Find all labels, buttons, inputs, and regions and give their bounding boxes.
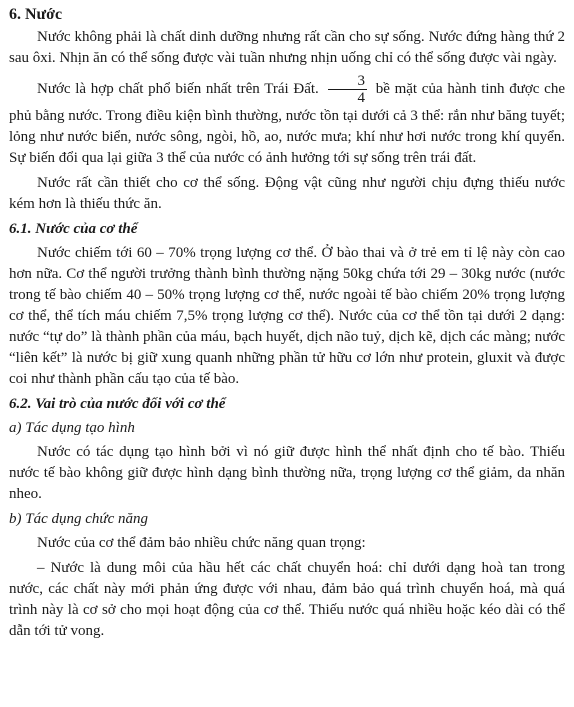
subsection-heading-body-water: 6.1. Nước của cơ thể <box>9 221 138 237</box>
shaping-paragraph: Nước có tác dụng tạo hình bởi vì nó giữ được hình thể nhất định cho tế bào. Thiếu nước tế bào không giữ được hình dạng bình thường nữa, trọng lượng cơ thể giảm, da nhăn nheo. <box>9 444 565 502</box>
subsection-heading-water-role: 6.2. Vai trò của nước đối với cơ thể <box>9 396 226 412</box>
water-necessity-paragraph: Nước rất cần thiết cho cơ thể sống. Động vật cũng như người chịu đựng thiếu nước kém hơn là thiếu thức ăn. <box>9 175 565 212</box>
intro-paragraph: Nước không phải là chất dinh dưỡng nhưng rất cần cho sự sống. Nước đứng hàng thứ 2 sau ôxi. Nhịn ăn có thể sống được vài tuần nhưng nhịn uống chỉ có thể sống được vài ngày. <box>9 29 565 66</box>
section-heading: 6. Nước <box>9 6 63 23</box>
solvent-paragraph: – Nước là dung môi của hầu hết các chất chuyển hoá: chỉ dưới dạng hoà tan trong nước, các chất này mới phản ứng được với nhau, đảm bảo quá trình chuyển hoá, mà quá trình này là cơ sở cho mọi hoạt động của cơ thể. Thiếu nước quá nhiều hoặc kéo dài có thể dẫn tới tử vong. <box>9 560 565 639</box>
earth-water-text-before: Nước là hợp chất phổ biến nhất trên Trái Đất. <box>37 80 324 97</box>
three-quarters-fraction <box>328 73 368 106</box>
item-heading-function: b) Tác dụng chức năng <box>9 511 148 527</box>
fraction-denominator: 4 <box>357 90 365 106</box>
fraction-numerator: 3 <box>328 73 368 90</box>
item-heading-shaping: a) Tác dụng tạo hình <box>9 420 135 436</box>
earth-water-paragraph <box>9 73 565 169</box>
earth-water-text-after: bề mặt của hành tinh được che phủ bằng nước. Trong điều kiện bình thường, nước tồn tại dưới cả 3 thể: rắn như băng tuyết; lỏng như nước biển, nước sông, ngòi, hồ, ao, nước mưa; khí như hơi nước trong khí quyển. Sự biến đổi qua lại giữa 3 thể của nước có ảnh hưởng tới sự sống trên trái đất. <box>9 80 565 166</box>
body-water-paragraph: Nước chiếm tới 60 – 70% trọng lượng cơ thể. Ở bào thai và ở trẻ em tỉ lệ này còn cao hơn nữa. Cơ thể người trưởng thành bình thường nặng 50kg chứa tới 29 – 30kg nước (nước trong tế bào chiếm 40 – 50% trọng lượng cơ thể, nước ngoài tế bào chiếm 20% trọng lượng cơ thể, thể tích máu chiếm 7,5% trọng lượng cơ thể). Nước của cơ thể tồn tại dưới 2 dạng: nước “tự do” là thành phần của máu, bạch huyết, dịch não tuỷ, dịch kẽ, dịch các màng; nước “liên kết” là nước bị giữ xung quanh những phần tử hữu cơ lớn như protein, gluxit và được coi như thành phần cấu tạo của tế bào. <box>9 245 565 387</box>
function-intro-paragraph: Nước của cơ thể đảm bảo nhiều chức năng quan trọng: <box>37 535 366 551</box>
